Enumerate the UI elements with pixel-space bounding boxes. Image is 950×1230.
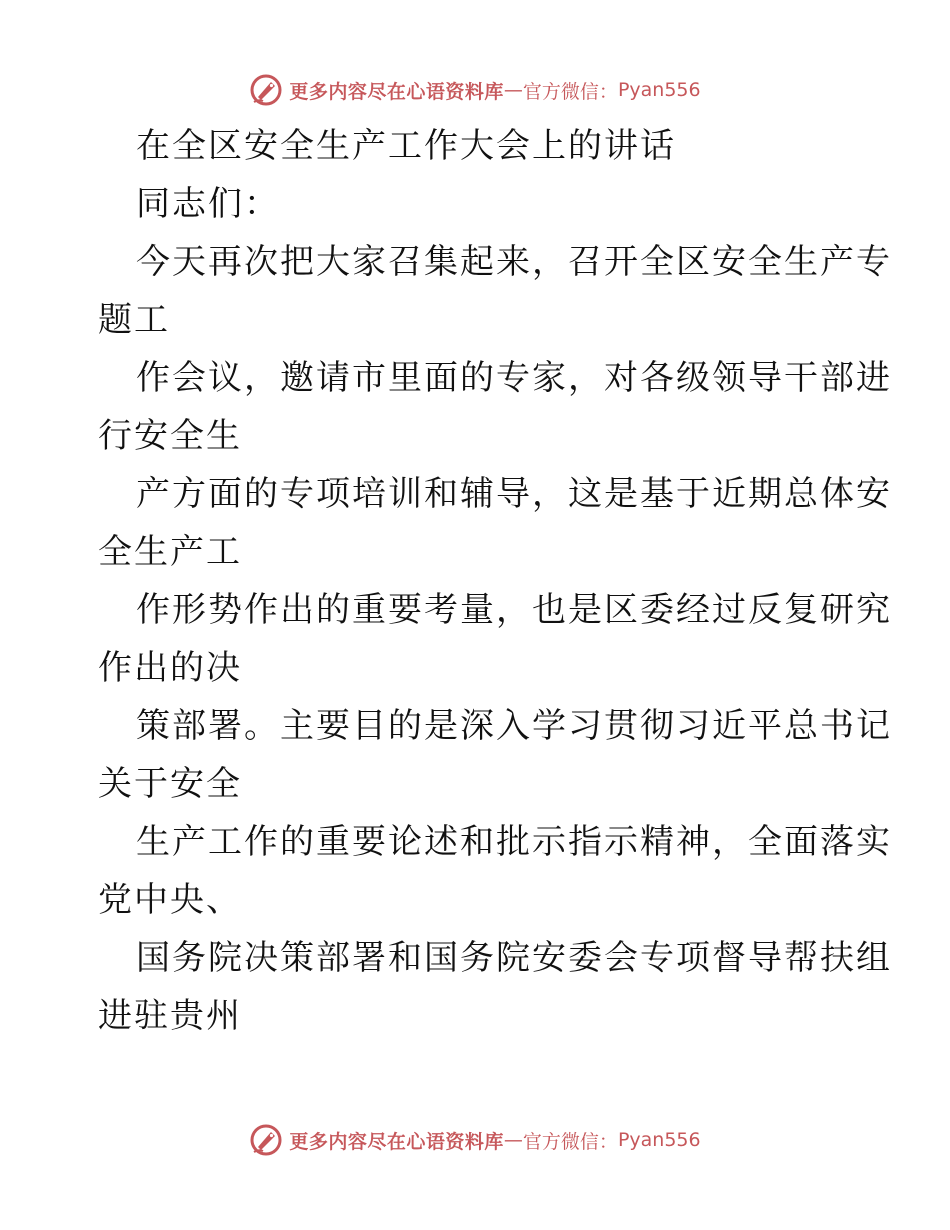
watermark-main-text: 更多内容尽在心语资料库: [289, 1130, 504, 1153]
watermark-official-label: 官方微信：: [522, 1130, 618, 1153]
document-line: 作会议，邀请市里面的专家，对各级领导干部进: [136, 358, 892, 398]
document-line: 同志们：: [136, 184, 280, 224]
document-line: 全生产工: [98, 532, 242, 572]
document-line: 党中央、: [98, 880, 242, 920]
watermark-main-text: 更多内容尽在心语资料库: [289, 80, 504, 103]
document-line: 策部署。主要目的是深入学习贯彻习近平总书记: [136, 706, 892, 746]
header-watermark: [0, 70, 950, 110]
document-line: 题工: [98, 300, 170, 340]
watermark-dash: —: [503, 79, 523, 101]
document-line: 行安全生: [98, 416, 242, 456]
watermark-official-label: 官方微信：: [522, 80, 618, 103]
document-line: 今天再次把大家召集起来，召开全区安全生产专: [136, 242, 892, 282]
footer-watermark: [0, 1120, 950, 1160]
document-line: 进驻贵州: [98, 996, 242, 1036]
pen-nib-logo-icon: [249, 1123, 283, 1157]
document-line: 作形势作出的重要考量，也是区委经过反复研究: [136, 590, 892, 630]
watermark-wechat-id: Pyan556: [617, 79, 701, 101]
document-line: 国务院决策部署和国务院安委会专项督导帮扶组: [136, 938, 892, 978]
document-line: 产方面的专项培训和辅导，这是基于近期总体安: [136, 474, 892, 514]
pen-nib-logo-icon: [249, 73, 283, 107]
document-line: 生产工作的重要论述和批示指示精神，全面落实: [136, 822, 892, 862]
document-line: 作出的决: [98, 648, 242, 688]
watermark-dash: —: [503, 1129, 523, 1151]
document-line: 关于安全: [98, 764, 242, 804]
document-line: 在全区安全生产工作大会上的讲话: [136, 126, 676, 166]
watermark-wechat-id: Pyan556: [617, 1129, 701, 1151]
